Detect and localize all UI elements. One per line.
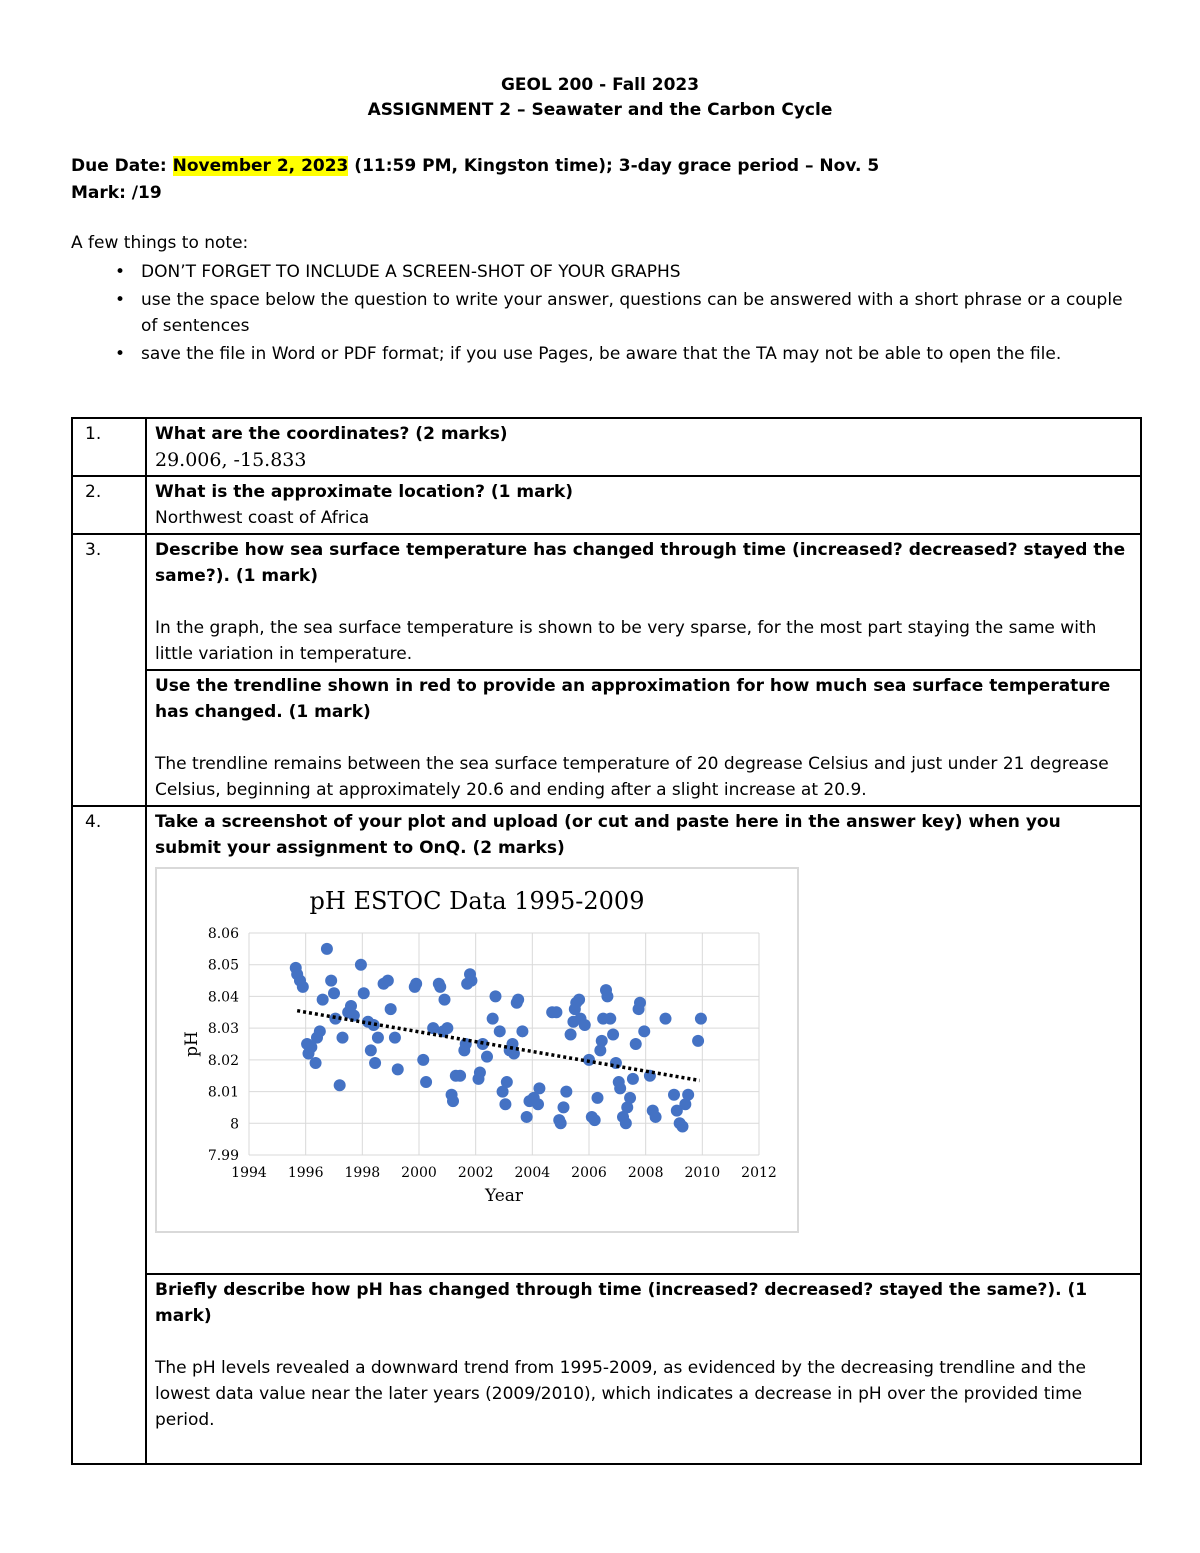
data-point	[358, 987, 370, 999]
note-text: DON’T FORGET TO INCLUDE A SCREEN-SHOT OF YOUR GRAPHS	[141, 262, 681, 282]
data-point	[550, 1006, 562, 1018]
data-point	[499, 1098, 511, 1110]
note-text: use the space below the question to write your answer, questions can be answered with a short phrase or a couple of sentences	[141, 290, 1123, 336]
question-text: What is the approximate location? (1 mark)	[155, 482, 574, 502]
data-point	[501, 1076, 513, 1088]
question-text: Briefly describe how pH has changed through time (increased? decreased? stayed the same?). (1 mark)	[155, 1280, 1088, 1326]
question-number: 4.	[72, 806, 146, 1464]
list-item	[71, 259, 1141, 285]
data-point	[420, 1076, 432, 1088]
data-point	[668, 1089, 680, 1101]
x-tick-label: 2002	[457, 1165, 494, 1181]
data-point	[439, 994, 451, 1006]
data-point	[592, 1092, 604, 1104]
x-tick-label: 1998	[344, 1165, 381, 1181]
questions-table	[71, 417, 1142, 1465]
question-cell	[146, 534, 1141, 670]
data-point	[604, 1013, 616, 1025]
data-point	[589, 1114, 601, 1126]
note-text: save the file in Word or PDF format; if you use Pages, be aware that the TA may not be able to open the file.	[141, 344, 1062, 364]
data-point	[532, 1098, 544, 1110]
table-row	[72, 534, 1141, 670]
data-point	[692, 1035, 704, 1047]
question-text: Use the trendline shown in red to provide an approximation for how much sea surface temperature has changed. (1 mark)	[155, 676, 1111, 722]
data-point	[447, 1095, 459, 1107]
x-axis-label: Year	[484, 1186, 524, 1206]
due-date-line	[71, 156, 879, 176]
chart-screenshot	[155, 867, 799, 1233]
data-point	[607, 1028, 619, 1040]
bullet-icon: •	[115, 262, 126, 282]
x-tick-label: 2006	[571, 1165, 607, 1181]
mark-total: Mark: /19	[71, 183, 162, 203]
data-point	[573, 994, 585, 1006]
due-date-highlight: November 2, 2023	[172, 156, 349, 176]
data-point	[494, 1025, 506, 1037]
data-point	[512, 994, 524, 1006]
data-point	[601, 990, 613, 1002]
data-point	[579, 1019, 591, 1031]
notes-intro: A few things to note:	[71, 233, 249, 253]
y-tick-label: 8.05	[207, 957, 239, 974]
question-cell	[146, 418, 1141, 476]
data-point	[627, 1073, 639, 1085]
ph-scatter-chart	[157, 869, 797, 1231]
data-point	[490, 990, 502, 1002]
data-point	[321, 943, 333, 955]
data-point	[555, 1117, 567, 1129]
table-row	[72, 476, 1141, 534]
data-point	[474, 1067, 486, 1079]
chart-title: pH ESTOC Data 1995-2009	[309, 887, 645, 915]
x-tick-label: 2000	[401, 1165, 437, 1181]
data-point	[638, 1025, 650, 1037]
question-number: 3.	[72, 534, 146, 806]
data-point	[596, 1035, 608, 1047]
data-point	[417, 1054, 429, 1066]
due-details: (11:59 PM, Kingston time); 3-day grace period – Nov. 5	[348, 156, 880, 176]
data-point	[610, 1057, 622, 1069]
notes-list	[71, 259, 1141, 369]
question-cell	[146, 1274, 1141, 1464]
y-axis-label: pH	[182, 1031, 202, 1057]
assignment-title: ASSIGNMENT 2 – Seawater and the Carbon Cycle	[367, 100, 833, 120]
table-row	[72, 806, 1141, 1274]
due-label: Due Date:	[71, 156, 173, 176]
list-item	[71, 341, 1141, 367]
data-point	[310, 1057, 322, 1069]
data-point	[677, 1120, 689, 1132]
question-cell	[146, 476, 1141, 534]
data-point	[516, 1025, 528, 1037]
x-tick-label: 1994	[231, 1165, 267, 1181]
data-point	[521, 1111, 533, 1123]
answer-text: The pH levels revealed a downward trend from 1995-2009, as evidenced by the decreasing trendline and the lowest data value near the later years (2009/2010), which indicates a decrease in pH over the provided time period.	[155, 1358, 1086, 1430]
data-point	[454, 1070, 466, 1082]
data-point	[385, 1003, 397, 1015]
data-point	[465, 975, 477, 987]
question-cell	[146, 806, 1141, 1274]
y-tick-label: 8.06	[207, 926, 239, 942]
data-point	[328, 987, 340, 999]
data-point	[317, 994, 329, 1006]
question-text: Take a screenshot of your plot and upload (or cut and paste here in the answer key) when you submit your assignment to OnQ. (2 marks)	[155, 812, 1061, 858]
x-tick-label: 2004	[514, 1165, 551, 1181]
data-point	[325, 975, 337, 987]
data-point	[533, 1082, 545, 1094]
course-title: GEOL 200 - Fall 2023	[500, 75, 700, 95]
x-tick-label: 2010	[684, 1165, 721, 1181]
y-tick-label: 8.03	[207, 1021, 239, 1038]
y-tick-label: 8.01	[207, 1084, 239, 1101]
data-point	[369, 1057, 381, 1069]
list-item	[71, 287, 1141, 339]
data-point	[560, 1086, 572, 1098]
y-tick-label: 8	[230, 1116, 239, 1133]
question-text: Describe how sea surface temperature has changed through time (increased? decreased? stayed the same?). (1 mark)	[155, 540, 1126, 586]
table-row	[72, 1274, 1141, 1464]
table-row	[72, 670, 1141, 806]
data-point	[355, 959, 367, 971]
data-point	[682, 1089, 694, 1101]
data-point	[337, 1032, 349, 1044]
question-number: 2.	[72, 476, 146, 534]
answer-text: Northwest coast of Africa	[155, 508, 370, 528]
data-point	[481, 1051, 493, 1063]
data-point	[389, 1032, 401, 1044]
data-point	[382, 975, 394, 987]
y-tick-label: 8.04	[207, 989, 239, 1006]
answer-text: 29.006, -15.833	[155, 449, 307, 471]
data-point	[314, 1025, 326, 1037]
question-cell	[146, 670, 1141, 806]
data-point	[365, 1044, 377, 1056]
data-point	[614, 1082, 626, 1094]
data-point	[660, 1013, 672, 1025]
data-point	[334, 1079, 346, 1091]
data-point	[558, 1101, 570, 1113]
x-tick-label: 1996	[287, 1165, 324, 1181]
data-point	[695, 1013, 707, 1025]
y-tick-label: 7.99	[207, 1148, 239, 1164]
data-point	[372, 1032, 384, 1044]
bullet-icon: •	[115, 290, 126, 310]
table-row	[72, 418, 1141, 476]
answer-text: The trendline remains between the sea surface temperature of 20 degrease Celsius and just under 21 degrease Celsius, beginning at approximately 20.6 and ending after a slight increase at 20.9.	[155, 754, 1109, 800]
data-point	[487, 1013, 499, 1025]
question-number: 1.	[72, 418, 146, 476]
y-tick-label: 8.02	[207, 1052, 239, 1069]
x-tick-label: 2012	[741, 1165, 777, 1181]
data-point	[565, 1028, 577, 1040]
data-point	[634, 997, 646, 1009]
data-point	[624, 1092, 636, 1104]
answer-text: In the graph, the sea surface temperature is shown to be very sparse, for the most part staying the same with little variation in temperature.	[155, 618, 1097, 664]
data-point	[650, 1111, 662, 1123]
data-point	[630, 1038, 642, 1050]
data-point	[392, 1063, 404, 1075]
data-point	[620, 1117, 632, 1129]
data-point	[297, 981, 309, 993]
data-point	[410, 978, 422, 990]
data-point	[434, 981, 446, 993]
data-point	[441, 1022, 453, 1034]
x-tick-label: 2008	[627, 1165, 664, 1181]
question-text: What are the coordinates? (2 marks)	[155, 424, 508, 444]
bullet-icon: •	[115, 344, 126, 364]
